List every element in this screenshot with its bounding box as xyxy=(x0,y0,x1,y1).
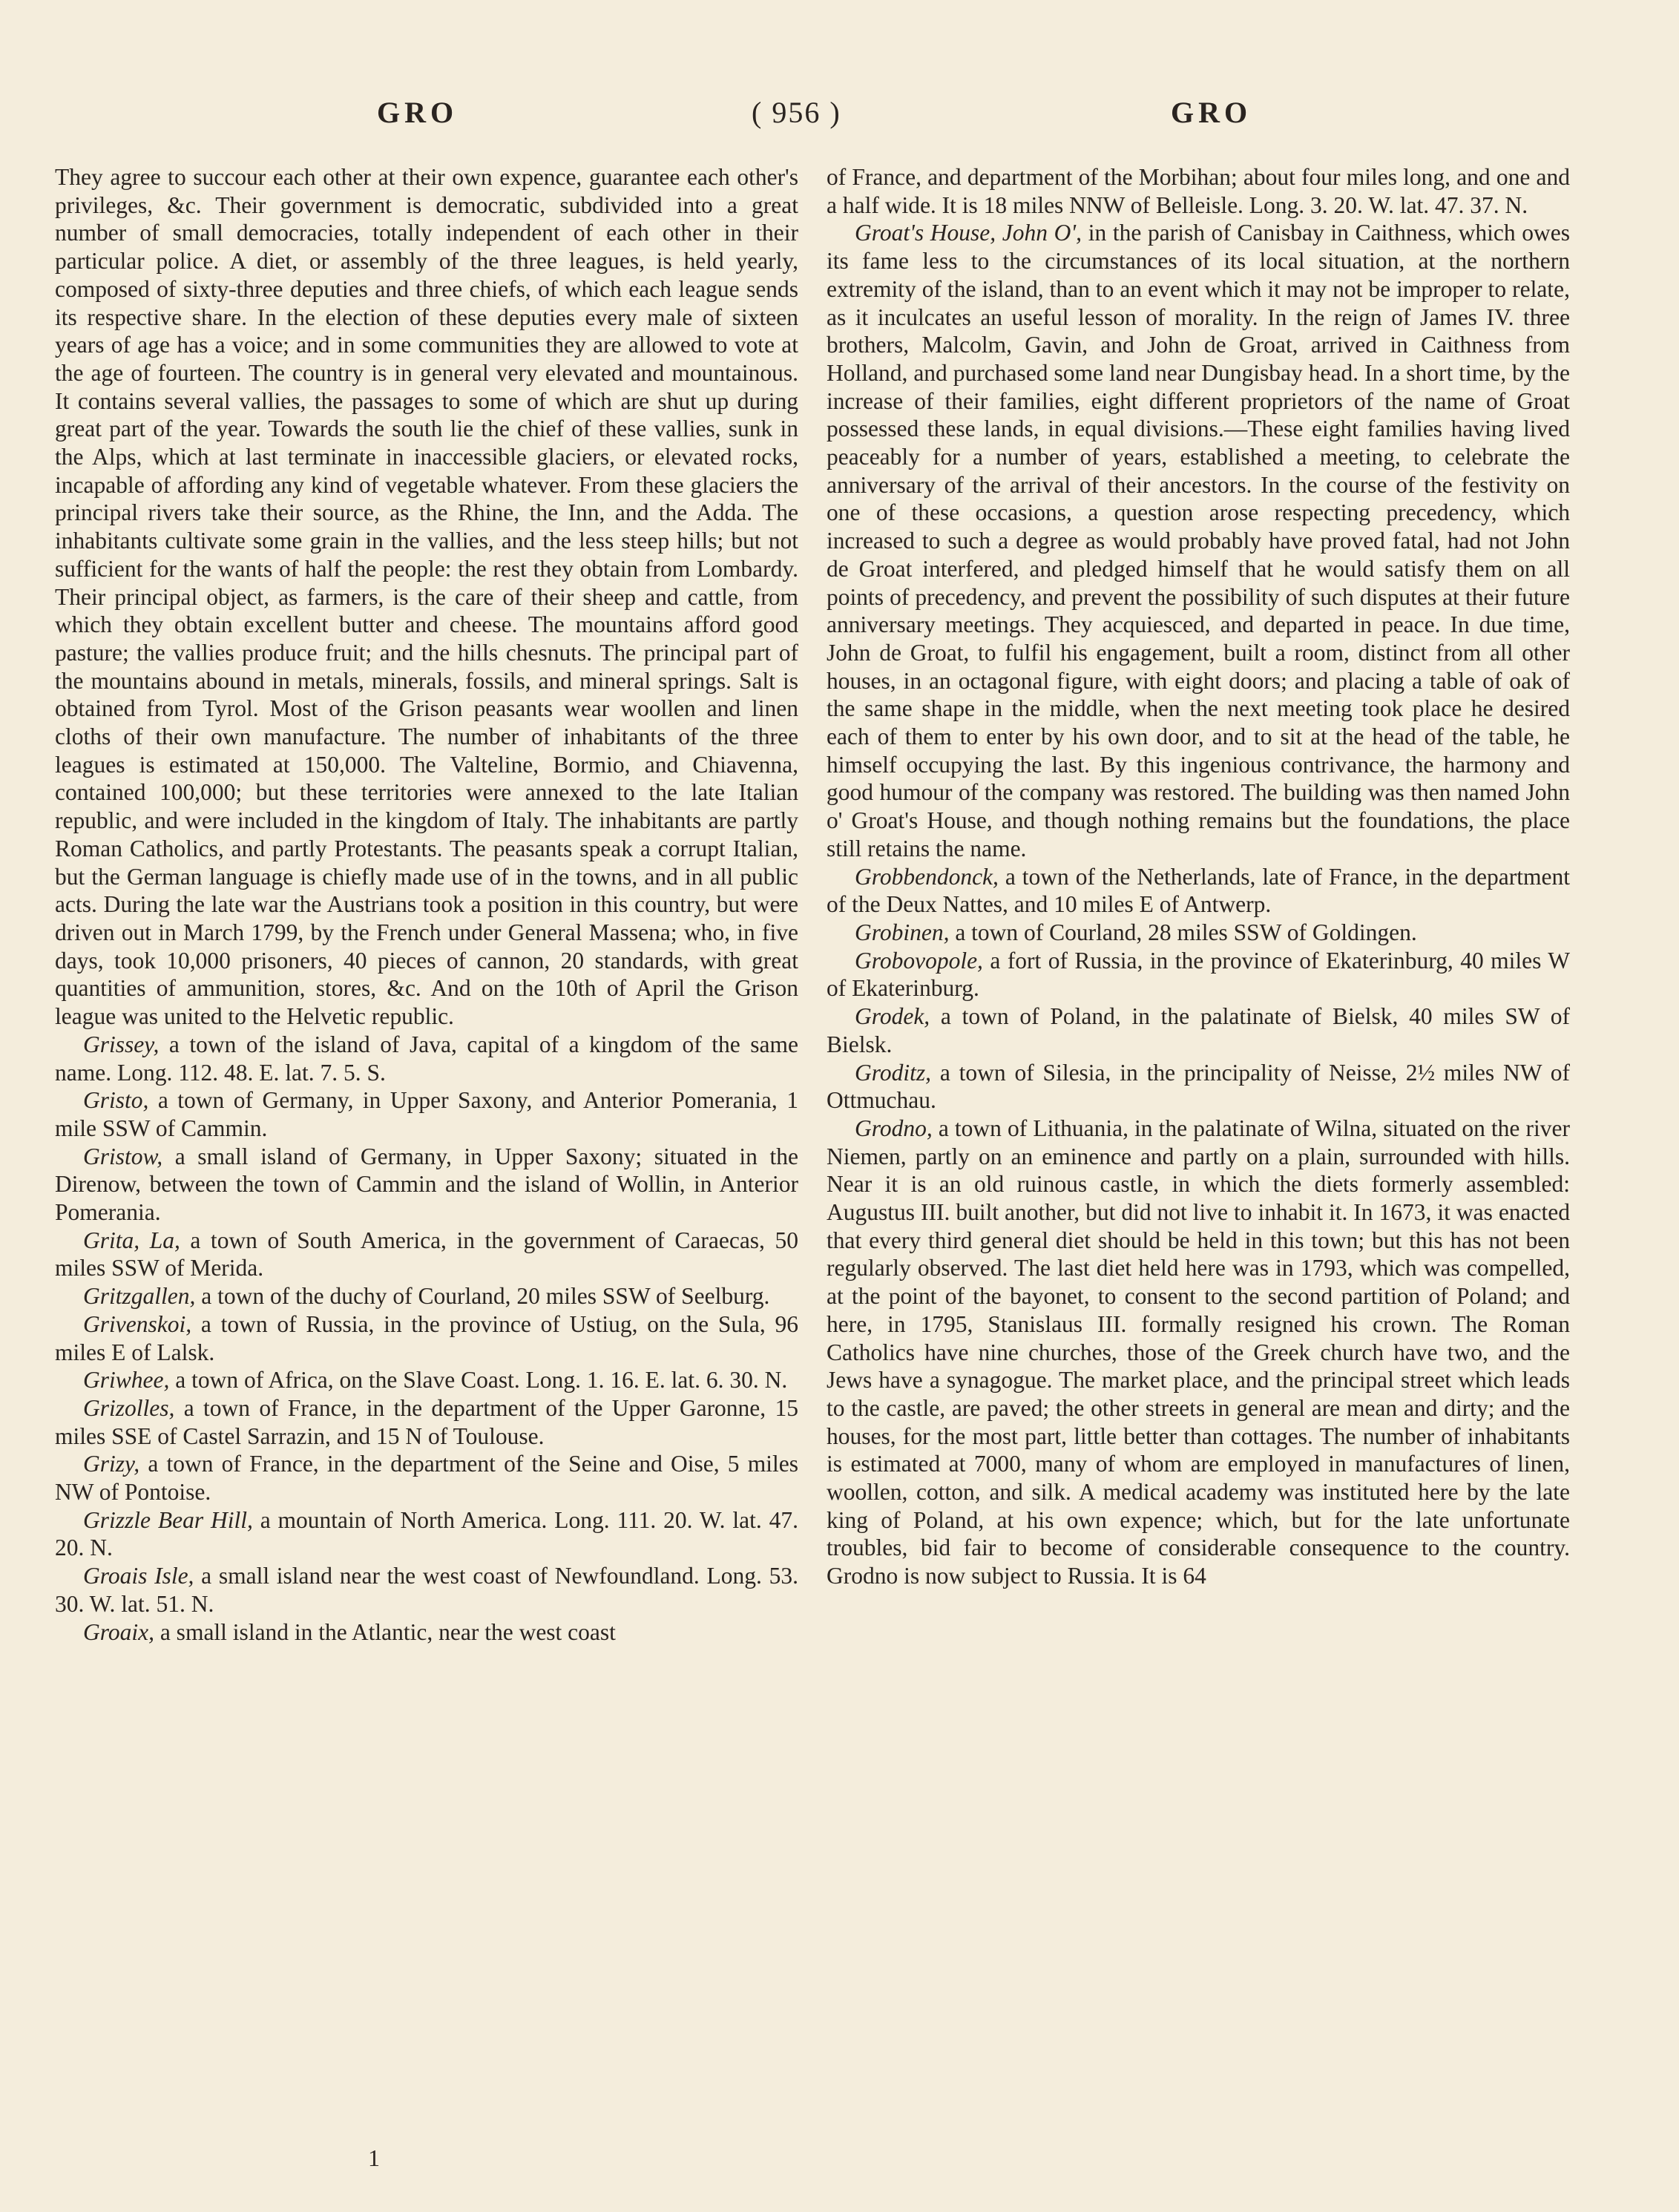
entry-headword: Griwhee, xyxy=(83,1367,170,1394)
entry-headword: Grizy, xyxy=(83,1451,140,1477)
gazetteer-entry xyxy=(827,919,1570,947)
entry-text: a town of Silesia, in the principality of Neisse, 2½ miles NW of Ottmuchau. xyxy=(827,1059,1570,1114)
running-header xyxy=(58,95,1586,140)
entry-text: a small island in the Atlantic, near the west coast xyxy=(154,1618,616,1645)
entry-text: a town of the duchy of Courland, 20 miles SSW of Seelburg. xyxy=(195,1283,770,1310)
continued-paragraph: They agree to succour each other at their own expence, guarantee each other's privileges, &c. Their government is democratic, subdivided into a great number of small democracies, totally independent of each other in their particular police. A diet, or assembly of the three leagues, is held yearly, composed of sixty-three deputies and three chiefs, of which each league sends its respective share. In the election of these deputies every male of sixteen years of age has a voice; and in some communities they are allowed to vote at the age of fourteen. The country is in general very elevated and mountainous. It contains several vallies, the passages to some of which are shut up during great part of the year. Towards the south lie the chief of these vallies, sunk in the Alps, which at last terminate in inaccessible glaciers, or elevated rocks, incapable of affording any kind of vegetable whatever. From these glaciers the principal rivers take their source, as the Rhine, the Inn, and the Adda. The inhabitants cultivate some grain in the vallies, and the less steep hills; but not sufficient for the wants of half the people: the rest they obtain from Lombardy. Their principal object, as farmers, is the care of their sheep and cattle, from which they obtain excellent butter and cheese. The mountains afford good pasture; the vallies produce fruit; and the hills chesnuts. The principal part of the mountains abound in metals, minerals, fossils, and mineral springs. Salt is obtained from Tyrol. Most of the Grison peasants wear woollen and linen cloths of their own manufacture. The number of inhabitants of the three leagues is estimated at 150,000. The Valteline, Bormio, and Chiavenna, contained 100,000; but these territories were annexed to the late Italian republic, and were included in the kingdom of Italy. The inhabitants are partly Roman Catholics, and partly Protestants. The peasants speak a corrupt Italian, but the German language is chiefly made use of in the towns, and in all public acts. During the late war the Austrians took a position in this country, but were driven out in March 1799, by the French under General Massena; who, in five days, took 10,000 prisoners, 40 pieces of cannon, 20 standards, with great quantities of ammunition, stores, &c. And on the 10th of April the Grison league was united to the Helvetic republic. xyxy=(55,164,798,1030)
entry-headword: Groditz, xyxy=(855,1059,931,1086)
gazetteer-entry xyxy=(55,1310,798,1366)
entry-text: a town of France, in the department of the Upper Garonne, 15 miles SSE of Castel Sarrazin, and 15 N of Toulouse. xyxy=(55,1394,798,1449)
page-number: ( 956 ) xyxy=(752,96,841,129)
entry-headword: Groais Isle, xyxy=(83,1563,194,1589)
entry-headword: Groat's House, John O', xyxy=(855,220,1082,246)
entry-text: a town of the Netherlands, late of France, in the department of the Deux Nattes, and 10 miles E of Antwerp. xyxy=(827,863,1570,918)
gazetteer-entry xyxy=(827,1059,1570,1115)
entry-text: a town of Africa, on the Slave Coast. Long. 1. 16. E. lat. 6. 30. N. xyxy=(169,1367,788,1394)
gazetteer-entry xyxy=(827,863,1570,919)
gazetteer-entry xyxy=(55,1506,798,1562)
entry-headword: Grobinen, xyxy=(855,919,950,945)
entry-headword: Grobovopole, xyxy=(855,947,983,974)
signature-mark: 1 xyxy=(368,2144,380,2171)
right-column xyxy=(827,163,1570,1590)
gazetteer-entry xyxy=(55,1282,798,1310)
entry-text: a town of Russia, in the province of Ustiug, on the Sula, 96 miles E of Lalsk. xyxy=(55,1310,798,1365)
header-right-guideword: GRO xyxy=(1171,96,1252,129)
left-column xyxy=(55,163,798,1646)
gazetteer-entry xyxy=(55,1086,798,1142)
gazetteer-entry xyxy=(55,1366,798,1394)
entry-headword: Grissey, xyxy=(83,1031,160,1057)
entry-headword: Grobbendonck, xyxy=(855,863,999,890)
entry-headword: Grizzle Bear Hill, xyxy=(83,1506,253,1533)
entry-headword: Grodek, xyxy=(855,1003,930,1030)
entry-headword: Gritzgallen, xyxy=(83,1283,196,1310)
gazetteer-entry xyxy=(55,1450,798,1506)
entry-text: a small island of Germany, in Upper Saxony; situated in the Direnow, between the town of Cammin and the island of Wollin, in Anterior Pomerania. xyxy=(55,1143,798,1226)
entry-text: in the parish of Canisbay in Caithness, which owes its fame less to the circumstances of its local situation, at the northern extremity of the island, than to an event which it may not be improper to relate, as it inculcates an useful lesson of morality. In the reign of James IV. three brothers, Malcolm, Gavin, and John de Groat, arrived in Caithness from Holland, and purchased some land near Dungisbay head. In a short time, by the increase of their families, eight different proprietors of the name of Groat possessed these lands, in equal divisions.—These eight families having lived peaceably for a number of years, established a meeting, to celebrate the anniversary of the arrival of their ancestors. In the course of the festivity on one of these occasions, a question arose respecting precedency, which increased to such a degree as would probably have proved fatal, had not John de Groat interfered, and pledged himself that he would satisfy them on all points of precedency, and prevent the possibility of such disputes at their future anniversary meetings. They acquiesced, and departed in peace. In due time, John de Groat, to fulfil his engagement, built a room, distinct from all other houses, in an octagonal figure, with eight doors; and placing a table of oak of the same shape in the middle, when the next meeting took place he desired each of them to enter by his own door, and to sit at the head of the table, he himself occupying the last. By this ingenious contrivance, the harmony and good humour of the company was restored. The building was then named John o' Groat's House, and though nothing remains but the foundations, the place still retains the name. xyxy=(827,220,1571,862)
entry-text: a town of Germany, in Upper Saxony, and Anterior Pomerania, 1 mile SSW of Cammin. xyxy=(55,1087,798,1141)
entry-headword: Groaix, xyxy=(83,1618,154,1645)
gazetteer-entry xyxy=(827,1002,1570,1058)
entry-text: a town of Courland, 28 miles SSW of Goldingen. xyxy=(949,919,1417,945)
gazetteer-entry xyxy=(55,1618,798,1647)
entry-headword: Gristow, xyxy=(83,1143,163,1169)
entry-headword: Grivenskoi, xyxy=(83,1310,192,1337)
entry-headword: Grodno, xyxy=(855,1115,933,1141)
gazetteer-entry xyxy=(827,219,1570,862)
entry-text: a fort of Russia, in the province of Ekaterinburg, 40 miles W of Ekaterinburg. xyxy=(827,947,1570,1002)
entry-text: a town of Lithuania, in the palatinate of Wilna, situated on the river Niemen, partly on an eminence and partly on a plain, surrounded with hills. Near it is an old ruinous castle, in which the diets formerly assembled: Augustus III. built another, but did not live to inhabit it. In 1673, it was enacted that every third general diet should be held in this town; but this has not been regularly observed. The last diet held here was in 1793, which was compelled, at the point of the bayonet, to consent to the second partition of Poland; and here, in 1795, Stanislaus III. formally resigned his crown. The Roman Catholics have nine churches, those of the Greek church have two, and the Jews have a synagogue. The market place, and the principal street which leads to the castle, are paved; the other streets in general are mean and dirty; and the houses, for the most part, little better than cottages. The number of inhabitants is estimated at 7000, many of whom are employed in manufactures of linen, woollen, cotton, and silk. A medical academy was instituted here by the late king of Poland, at his own expence; which, but for the late unfortunate troubles, bid fair to become of considerable consequence to the country. Grodno is now subject to Russia. It is 64 xyxy=(827,1115,1570,1589)
entry-text: a town of South America, in the government of Caraecas, 50 miles SSW of Merida. xyxy=(55,1227,798,1281)
entry-text: a town of Poland, in the palatinate of Bielsk, 40 miles SW of Bielsk. xyxy=(827,1003,1570,1057)
header-left-guideword: GRO xyxy=(377,96,459,129)
gazetteer-entry xyxy=(827,947,1570,1002)
entry-headword: Grita, La, xyxy=(83,1227,180,1253)
entry-headword: Gristo, xyxy=(83,1087,149,1114)
gazetteer-entry xyxy=(55,1143,798,1227)
gazetteer-entry xyxy=(827,1115,1570,1590)
gazetteer-entry xyxy=(55,1562,798,1618)
entry-text: a town of France, in the department of the Seine and Oise, 5 miles NW of Pontoise. xyxy=(55,1451,798,1506)
entry-headword: Grizolles, xyxy=(83,1394,175,1421)
gazetteer-entry xyxy=(55,1394,798,1450)
entry-text: a town of the island of Java, capital of a kingdom of the same name. Long. 112. 48. E. lat. 7. 5. S. xyxy=(55,1031,798,1086)
gazetteer-entry xyxy=(55,1227,798,1282)
gazetteer-entry xyxy=(55,1031,798,1086)
continued-paragraph: of France, and department of the Morbihan; about four miles long, and one and a half wide. It is 18 miles NNW of Belleisle. Long. 3. 20. W. lat. 47. 37. N. xyxy=(827,164,1570,218)
entry-text: a small island near the west coast of Newfoundland. Long. 53. 30. W. lat. 51. N. xyxy=(55,1563,798,1617)
entry-text: a mountain of North America. Long. 111. 20. W. lat. 47. 20. N. xyxy=(55,1506,798,1561)
